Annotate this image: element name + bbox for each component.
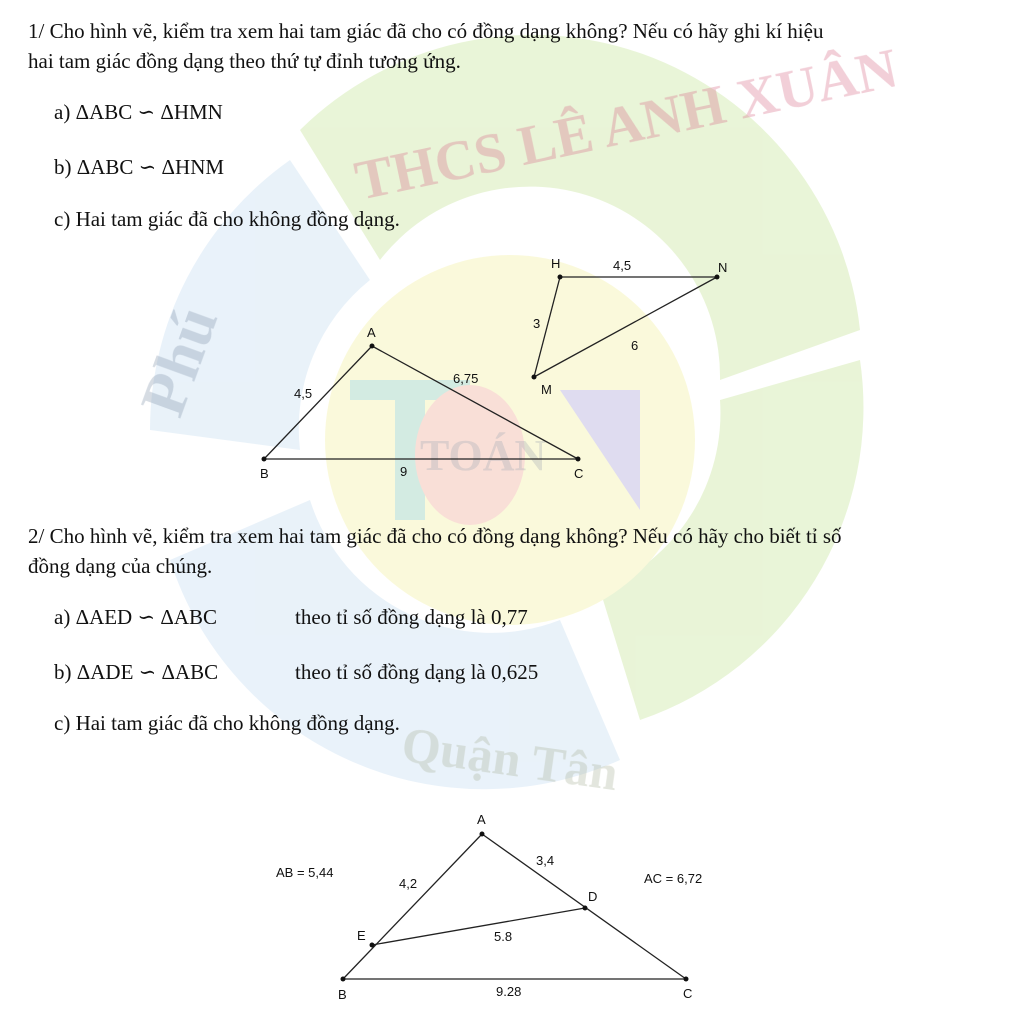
q1-label-N: N [718,260,728,275]
q2-option-b: b) ΔADE ∽ ΔABC [54,660,219,684]
q2-segment-AB [343,834,482,979]
q2-length-BC: 9.28 [496,984,522,999]
q1-length-AC: 6,75 [453,371,479,386]
q2-option-a: a) ΔAED ∽ ΔABC [54,605,218,629]
q2-point-D [583,906,588,911]
q2-option-b-ratio: theo tỉ số đồng dạng là 0,625 [295,660,539,684]
q2-length-ED: 5.8 [494,929,513,944]
q1-option-a: a) ΔABC ∽ ΔHMN [54,100,223,124]
q2-note-AB: AB = 5,44 [276,865,334,880]
q2-length-AE: 4,2 [399,876,418,891]
q1-label-H: H [551,256,561,271]
q2-length-AD: 3,4 [536,853,555,868]
q1-option-c: c) Hai tam giác đã cho không đồng dạng. [54,207,400,231]
q2-label-D: D [588,889,598,904]
q2-note-AC: AC = 6,72 [644,871,703,886]
q1-length-MN: 6 [631,338,639,353]
q1-length-HM: 3 [533,316,541,331]
q1-label-A: A [367,325,376,340]
q2-option-c: c) Hai tam giác đã cho không đồng dạng. [54,711,400,735]
q2-text-line2: đồng dạng của chúng. [28,554,213,578]
q2-point-B [341,977,346,982]
q1-length-AB: 4,5 [294,386,313,401]
q2-point-C [684,977,689,982]
watermark-top-text: THCS LÊ ANH XUÂN [349,37,903,213]
q2-label-A: A [477,812,486,827]
q2-segment-ED [372,908,585,945]
q1-text-line2: hai tam giác đồng dạng theo thứ tự đỉnh tương ứng. [28,49,461,73]
q2-point-E [370,943,375,948]
watermark-bottom-text: Quận Tân [398,715,622,802]
q1-label-M: M [541,382,552,397]
q2-text-line1: 2/ Cho hình vẽ, kiểm tra xem hai tam giác đã cho có đồng dạng không? Nếu có hãy cho biết tỉ số [28,524,842,548]
q1-label-B: B [260,466,269,481]
q1-length-BC: 9 [400,464,408,479]
q2-label-C: C [683,986,693,1001]
q2-point-A [480,832,485,837]
q1-text-line1: 1/ Cho hình vẽ, kiểm tra xem hai tam giác đã cho có đồng dạng không? Nếu có hãy ghi kí hiệu [28,19,824,43]
watermark-center-text: TOÁN [420,431,547,480]
q2-option-a-ratio: theo tỉ số đồng dạng là 0,77 [295,605,528,629]
q2-label-E: E [357,928,366,943]
q2-label-B: B [338,987,347,1002]
watermark-left-text: Phú [126,296,231,425]
q1-label-C: C [574,466,584,481]
q1-option-b: b) ΔABC ∽ ΔHNM [54,155,225,179]
q1-length-HN: 4,5 [613,258,632,273]
